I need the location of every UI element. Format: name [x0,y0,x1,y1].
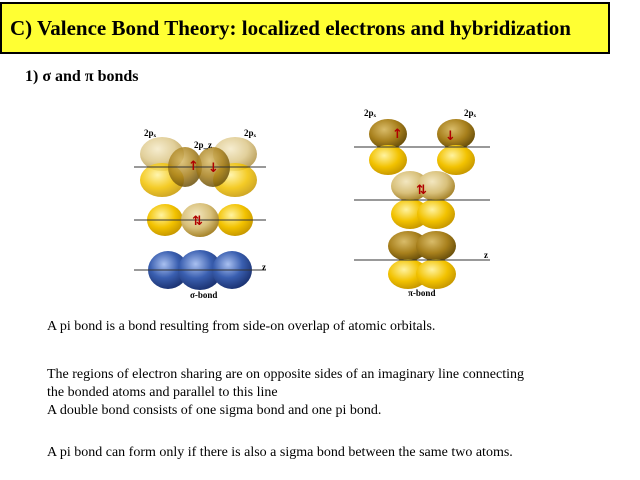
pi-label-2px-right: 2pₓ [464,108,477,118]
sigma-bond-figure [130,122,270,302]
paragraph-electron-sharing-line2: the bonded atoms and parallel to this line [47,385,278,400]
svg-text:↓: ↓ [208,161,219,176]
pi-label-2px-left: 2pₓ [364,108,377,118]
label-2pz: 2p_z [194,140,212,150]
svg-text:⇅: ⇅ [416,183,427,198]
paragraph-pi-definition: A pi bond is a bond resulting from side-on overlap of atomic orbitals. [47,319,436,334]
axis-label-z-right: z [484,250,488,260]
axis-label-z-left: z [262,262,266,272]
paragraph-electron-sharing-line1: The regions of electron sharing are on opposite sides of an imaginary line connecting [47,367,525,382]
pi-top-orbitals [354,119,490,175]
sigma-bottom-orbitals [134,250,266,290]
pi-bond-figure [350,104,495,300]
slide-title: C) Valence Bond Theory: localized electrons and hybridization [10,15,571,40]
label-2px-left: 2pₓ [144,128,157,138]
pi-bond-diagram [350,104,495,300]
pi-bond-caption: π-bond [408,288,436,298]
svg-text:⇅: ⇅ [192,214,203,229]
svg-text:↓: ↓ [445,129,456,144]
label-2px-right: 2pₓ [244,128,257,138]
title-bar [0,2,610,54]
sigma-bond-caption: σ-bond [190,290,218,300]
svg-text:↑: ↑ [392,127,403,142]
paragraph-double-bond: A double bond consists of one sigma bond and one pi bond. [47,403,382,418]
svg-text:↑: ↑ [188,159,199,174]
sigma-middle-orbitals [134,203,266,237]
pi-middle-orbitals [354,171,490,229]
section-heading: 1) σ and π bonds [25,68,139,85]
paragraph-sigma-requirement: A pi bond can form only if there is also a sigma bond between the same two atoms. [47,445,513,460]
pi-bottom-orbitals [354,231,490,289]
